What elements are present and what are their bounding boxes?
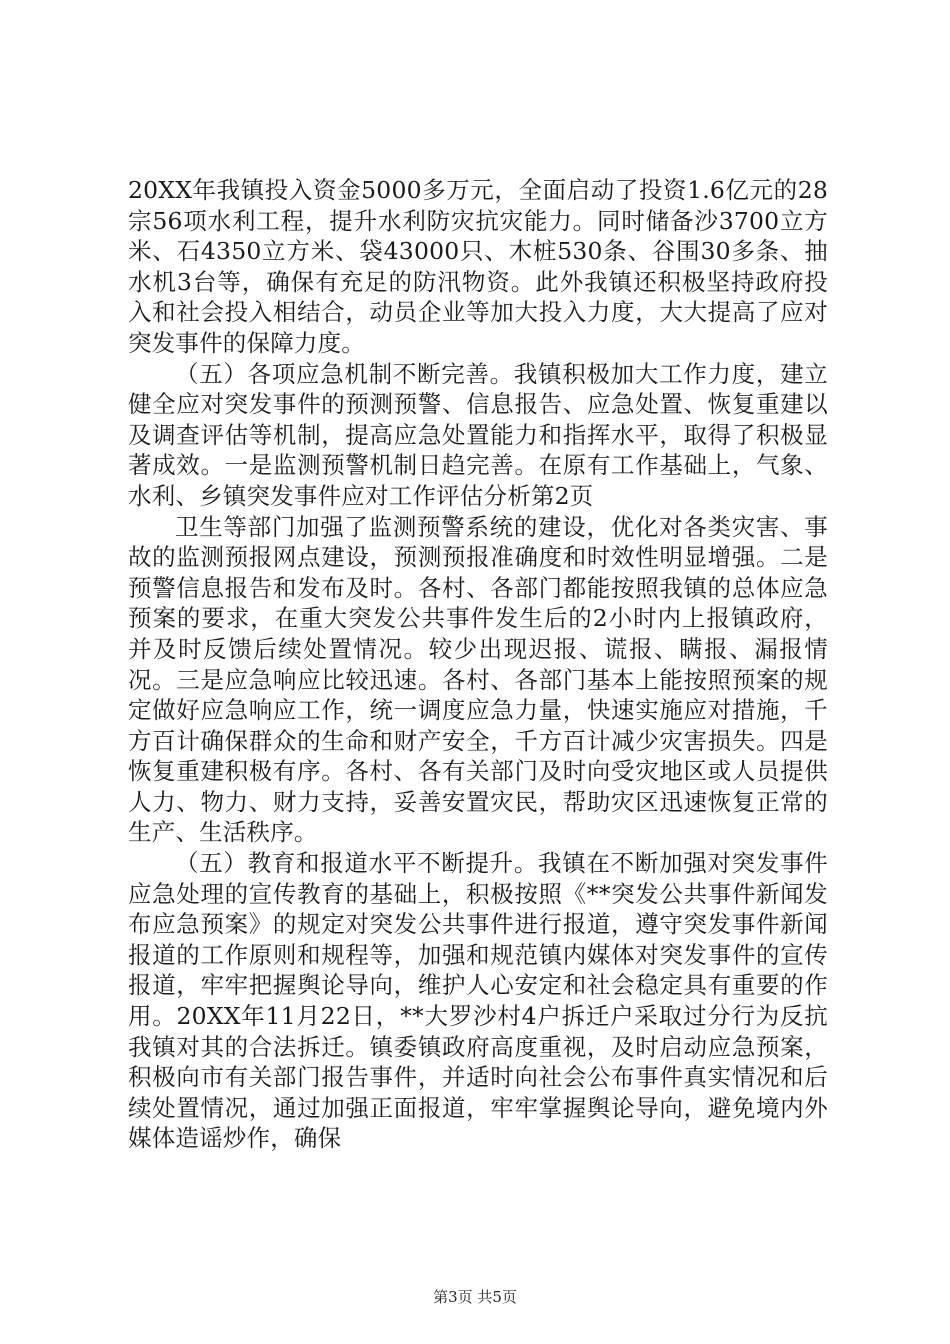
paragraph-investment: 20XX年我镇投入资金5000多万元，全面启动了投资1.6亿元的28宗56项水利工程，提升水利防灾抗灾能力。同时储备沙3700立方米、石4350立方米、袋43000只、木桩530条、谷围30多条、抽水机3台等，确保有充足的防汛物资。此外我镇还积极坚持政府投入和社会投入相结合，动员企业等加大投入力度，大大提高了应对突发事件的保障力度。 — [128, 176, 828, 357]
document-body — [128, 175, 828, 1154]
page-footer: 第3页 共5页 — [433, 1288, 517, 1306]
paragraph-monitoring-warning: 卫生等部门加强了监测预警系统的建设，优化对各类灾害、事故的监测预报网点建设，预测预报准确度和时效性明显增强。二是预警信息报告和发布及时。各村、各部门都能按照我镇的总体应急预案的要求，在重大突发公共事件发生后的2小时内上报镇政府，并及时反馈后续处置情况。较少出现迟报、谎报、瞒报、漏报情况。三是应急响应比较迅速。各村、各部门基本上能按照预案的规定做好应急响应工作，统一调度应急力量，快速实施应对措施，千方百计确保群众的生命和财产安全，千方百计减少灾害损失。四是恢复重建积极有序。各村、各有关部门及时向受灾地区或人员提供人力、物力、财力支持，妥善安置灾民，帮助灾区迅速恢复正常的生产、生活秩序。 — [128, 512, 828, 847]
paragraph-emergency-mechanism: （五）各项应急机制不断完善。我镇积极加大工作力度，建立健全应对突发事件的预测预警、信息报告、应急处置、恢复重建以及调查评估等机制，提高应急处置能力和指挥水平，取得了积极显著成效。一是监测预警机制日趋完善。在原有工作基础上，气象、水利、乡镇突发事件应对工作评估分析第2页 — [128, 359, 828, 510]
paragraph-education-reporting: （五）教育和报道水平不断提升。我镇在不断加强对突发事件应急处理的宣传教育的基础上，积极按照《**突发公共事件新闻发布应急预案》的规定对突发公共事件进行报道，遵守突发事件新闻报道的工作原则和规程等，加强和规范镇内媒体对突发事件的宣传报道，牢牢把握舆论导向，维护人心安定和社会稳定具有重要的作用。20XX年11月22日，**大罗沙村4户拆迁户采取过分行为反抗我镇对其的合法拆迁。镇委镇政府高度重视，及时启动应急预案，积极向市有关部门报告事件，并适时向社会公布事件真实情况和后续处置情况，通过加强正面报道，牢牢掌握舆论导向，避免境内外媒体造谣炒作，确保 — [128, 849, 828, 1153]
